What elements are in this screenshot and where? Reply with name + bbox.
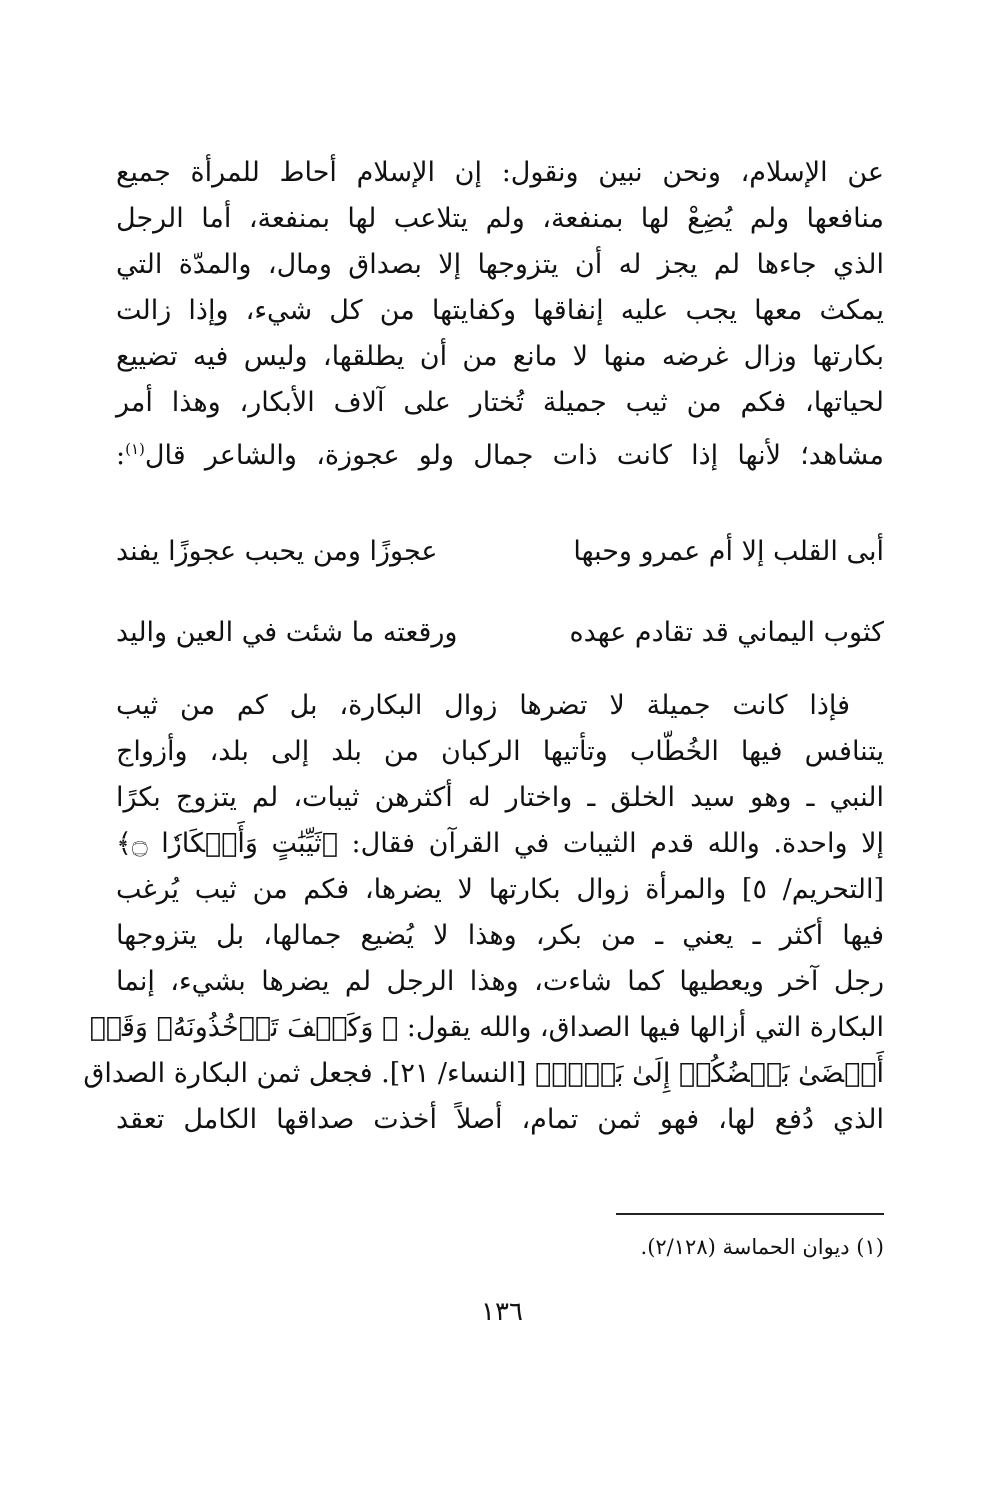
footnote: (١) ديوان الحماسة (٢/١٢٨). (640, 1235, 884, 1259)
footnote-reference: (١) (125, 440, 145, 458)
text-line: منافعها ولم يُضِعْ لها بمنفعة، ولم يتلاعب لها بمنفعة، أما الرجل (116, 203, 884, 234)
text-line: يمكث معها يجب عليه إنفاقها وكفايتها من كل شيء، وإذا زالت (116, 295, 884, 326)
text-line: أَفۡضَىٰ بَعۡضُكُمۡ إِلَىٰ بَعۡضٖ﴾ [النساء/ ٢١]. فجعل ثمن البكارة الصداق (83, 1058, 884, 1089)
text-line: البكارة التي أزالها فيها الصداق، والله يقول: ﴿ وَكَيۡفَ تَأۡخُذُونَهُۥ وَقَدۡ (89, 1012, 884, 1043)
paragraph-2 (83, 683, 884, 1143)
verse-second-hemistich: عجوزًا ومن يحبب عجوزًا يفند (116, 536, 438, 567)
verse-first-hemistich: أبى القلب إلا أم عمرو وحبها (573, 536, 884, 567)
text-line: الذي دُفع لها، فهو ثمن تمام، أصلاً أخذت صداقها الكامل تعقد (116, 1104, 884, 1135)
text-line: النبي ـ وهو سيد الخلق ـ واختار له أكثرهن ثيبات، لم يتزوج بكرًا (116, 782, 884, 813)
poem-verse-2 (116, 617, 884, 667)
page-number: ١٣٦ (481, 1297, 523, 1327)
text-line: [التحريم/ ٥] والمرأة زوال بكارتها لا يضرها، فكم من ثيب يُرغب (116, 874, 884, 905)
text-line: فيها أكثر ـ يعني ـ من بكر، وهذا لا يُضيع جمالها، بل يتزوجها (116, 920, 884, 951)
text-line-indented: فإذا كانت جميلة لا تضرها زوال البكارة، بل كم من ثيب (116, 690, 850, 721)
line-tail: : (116, 440, 126, 471)
text-line: لحياتها، فكم من ثيب جميلة تُختار على آلاف الأبكار، وهذا أمر (116, 387, 884, 418)
verse-first-hemistich: كثوب اليماني قد تقادم عهده (569, 617, 884, 648)
text-line-last (116, 426, 884, 479)
text-line: بكارتها وزال غرضه منها لا مانع من أن يطلقها، وليس فيه تضييع (116, 341, 884, 372)
verse-second-hemistich: ورقعته ما شئت في العين واليد (116, 617, 458, 648)
text-line: إلا واحدة. والله قدم الثيبات في القرآن فقال: ﴿ثَيِّبَٰتٍ وَأَبۡكَارٗا ۝﴾ (116, 828, 884, 859)
text-line-content: مشاهد؛ لأنها إذا كانت ذات جمال ولو عجوزة، والشاعر قال (144, 440, 884, 471)
footnote-divider (616, 1213, 884, 1215)
text-line: الذي جاءها لم يجز له أن يتزوجها إلا بصداق ومال، والمدّة التي (116, 249, 884, 280)
poem-verse-1 (116, 536, 884, 586)
paragraph-1 (116, 150, 884, 479)
text-line: يتنافس فيها الخُطّاب وتأتيها الركبان من بلد إلى بلد، وأزواج (116, 736, 884, 767)
text-line: رجل آخر ويعطيها كما شاءت، وهذا الرجل لم يضرها بشيء، إنما (116, 966, 884, 997)
text-line: عن الإسلام، ونحن نبين ونقول: إن الإسلام أحاط للمرأة جميع (116, 157, 884, 188)
